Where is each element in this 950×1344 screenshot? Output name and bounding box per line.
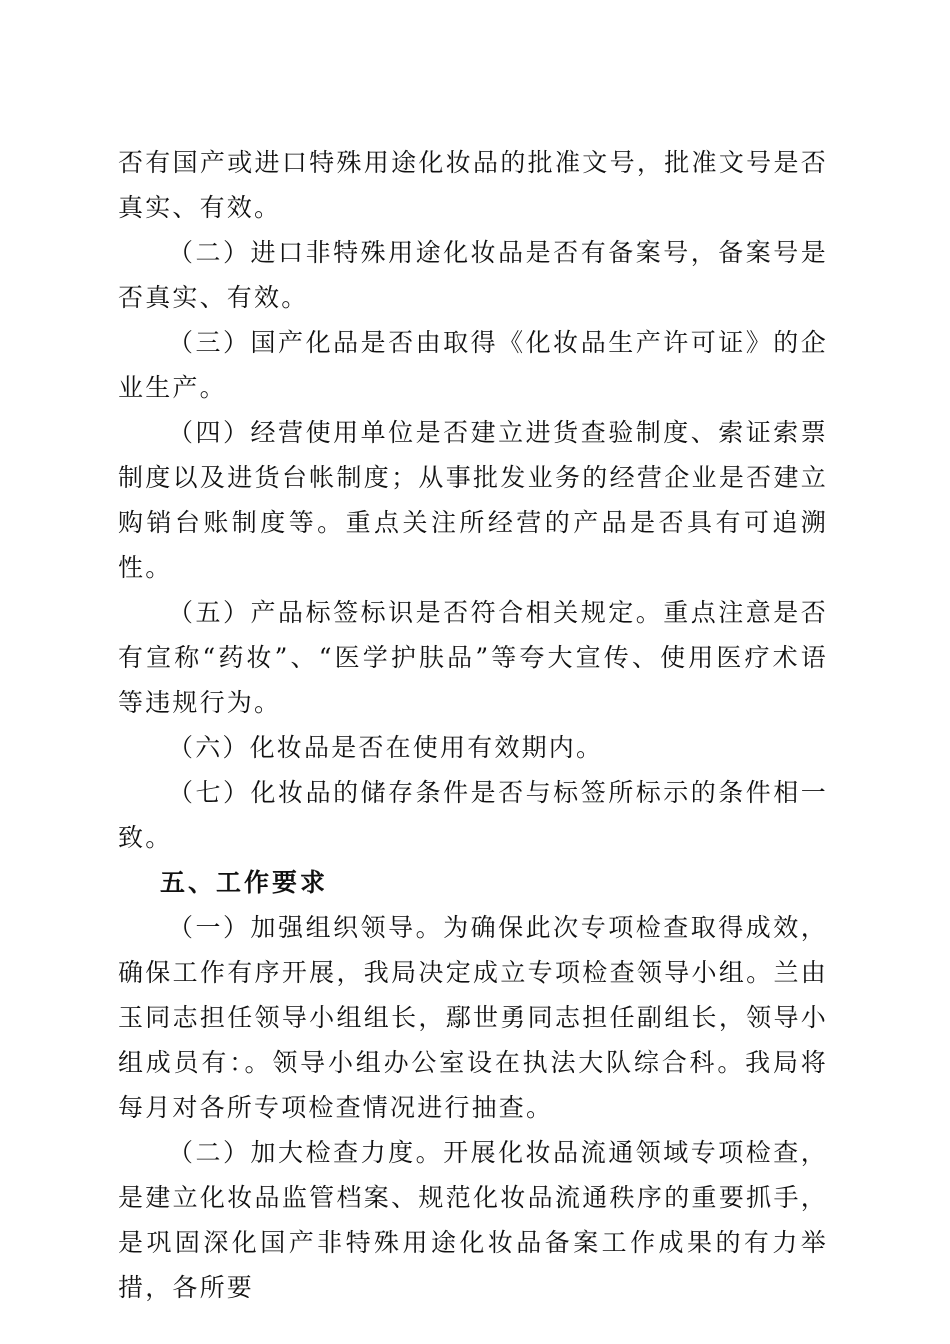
paragraph-continuation: 否有国产或进口特殊用途化妆品的批准文号，批准文号是否真实、有效。	[118, 148, 828, 222]
paragraph-requirement-1: （一）加强组织领导。为确保此次专项检查取得成效，确保工作有序开展，我局决定成立专项检查领导小组。兰由玉同志担任领导小组组长，鄢世勇同志担任副组长，领导小组成员有：。领导小组办公室设在执法大队综合科。我局将每月对各所专项检查情况进行抽查。	[118, 913, 828, 1122]
document-body	[118, 140, 828, 1310]
paragraph-item-5: （五）产品标签标识是否符合相关规定。重点注意是否有宣称“药妆”、“医学护肤品”等夸大宣传、使用医疗术语等违规行为。	[118, 598, 828, 717]
paragraph-item-4: （四）经营使用单位是否建立进货查验制度、索证索票制度以及进货台帐制度；从事批发业务的经营企业是否建立购销台账制度等。重点关注所经营的产品是否具有可追溯性。	[118, 418, 828, 582]
section-heading: 五、工作要求	[160, 868, 329, 897]
paragraph-item-3: （三）国产化品是否由取得《化妆品生产许可证》的企业生产。	[118, 328, 828, 402]
paragraph-item-7: （七）化妆品的储存条件是否与标签所标示的条件相一致。	[118, 778, 828, 852]
paragraph-item-6: （六）化妆品是否在使用有效期内。	[168, 733, 604, 762]
paragraph-item-2: （二）进口非特殊用途化妆品是否有备案号，备案号是否真实、有效。	[118, 238, 828, 312]
paragraph-requirement-2: （二）加大检查力度。开展化妆品流通领域专项检查，是建立化妆品监管档案、规范化妆品流通秩序的重要抓手，是巩固深化国产非特殊用途化妆品备案工作成果的有力举措，各所要	[118, 1138, 828, 1302]
